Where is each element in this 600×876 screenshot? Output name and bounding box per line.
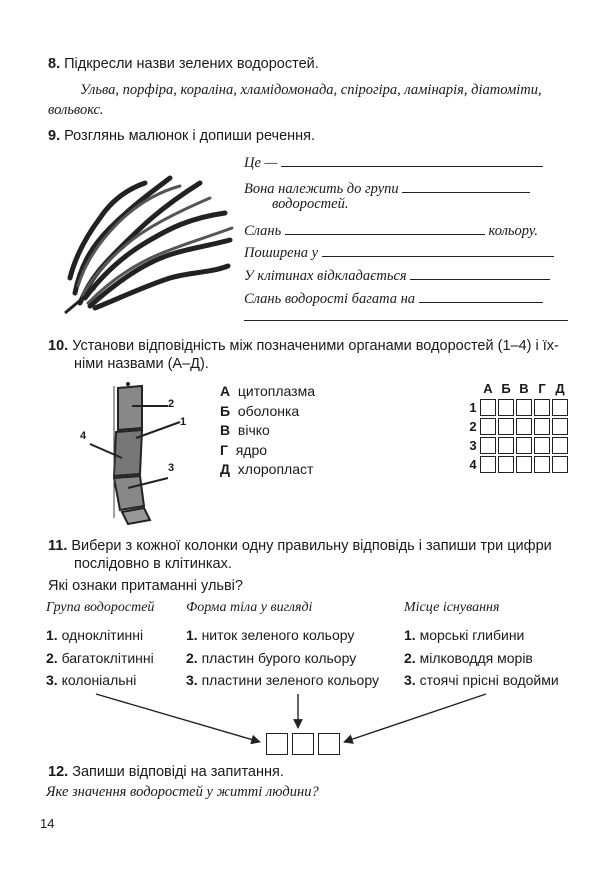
answer-box-1[interactable]: [266, 733, 288, 755]
q12-number: 12.: [48, 764, 69, 780]
option-letter: Г: [220, 441, 228, 458]
answer-box-3[interactable]: [318, 733, 340, 755]
option-letter: А: [220, 383, 231, 399]
q9-text: Розглянь малюнок і допиши речення.: [64, 128, 316, 144]
q11-question: Які ознаки притаманні ульві?: [48, 578, 243, 594]
q9-label-rich: Слань водорості багата на: [244, 291, 416, 307]
q8-text: Підкресли назви зелених водоростей.: [64, 56, 319, 72]
q11-col2-title: Форма тіла у вигляді: [186, 600, 313, 615]
grid-col-v: В: [519, 381, 529, 396]
q12-question: Яке значення водоростей у житті людини?: [46, 784, 319, 800]
grid-col-b: Б: [501, 381, 511, 396]
item-text: ниток зеленого кольору: [201, 627, 355, 643]
q9-number: 9.: [48, 128, 61, 144]
q11-text-line1: Вибери з кожної колонки одну правильну відповідь і запиши три цифри: [71, 538, 552, 554]
q9-label-group: Вона належить до групи: [244, 181, 399, 197]
q8-list-line2: вольвокс.: [48, 102, 104, 118]
q11-answer-boxes: [266, 733, 344, 760]
option-label: хлоропласт: [237, 461, 314, 478]
option-letter: Б: [220, 402, 231, 419]
item-number: 2.: [46, 649, 58, 666]
figure-label-2: 2: [168, 398, 175, 410]
q9-label-thallus: Слань: [244, 223, 282, 239]
item-number: 2.: [404, 649, 416, 666]
q9-label-stored: У клітинах відкладається: [244, 268, 407, 284]
option-label: цитоплазма: [237, 383, 315, 399]
figure-label-4: 4: [80, 430, 87, 442]
item-text: пластин бурого кольору: [201, 649, 357, 666]
q9-label-this: Це —: [244, 155, 278, 171]
item-text: колоніальні: [61, 672, 137, 688]
grid-col-g: Г: [538, 381, 546, 396]
item-number: 2.: [186, 649, 198, 666]
q9-label-algae: водоростей.: [272, 196, 349, 212]
q12-text: Запиши відповіді на запитання.: [72, 764, 284, 780]
item-text: стоячі прісні водойми: [419, 672, 559, 688]
grid-row-3: 3: [469, 438, 477, 453]
item-text: одноклітинні: [61, 627, 144, 643]
option-label: вічко: [237, 422, 270, 439]
item-number: 3.: [46, 672, 58, 688]
grid-row-1: 1: [469, 400, 477, 415]
q8-list-line1: Ульва, порфіра, кораліна, хламідомонада, спірогіра, ламінарія, діатоміти,: [80, 82, 542, 98]
option-label: оболонка: [237, 402, 300, 419]
grid-row-2: 2: [469, 419, 477, 434]
item-text: пластини зеленого кольору: [201, 672, 379, 688]
q11-col1-title: Група водоростей: [46, 600, 155, 615]
q11-number: 11.: [48, 538, 68, 554]
option-letter: В: [220, 422, 231, 439]
q10-text-line2: німи назвами (А–Д).: [74, 356, 209, 372]
item-number: 1.: [186, 627, 198, 643]
item-number: 1.: [46, 627, 58, 643]
figure-label-3: 3: [168, 462, 175, 474]
q9-label-spread: Поширена у: [244, 245, 319, 261]
q10-number: 10.: [48, 338, 69, 354]
item-text: багатоклітинні: [61, 649, 154, 666]
item-text: морські глибини: [419, 627, 525, 643]
q11-text-line2: послідовно в клітинках.: [74, 556, 232, 572]
arrow-left: [96, 694, 260, 742]
item-number: 3.: [404, 672, 416, 688]
grid-col-d: Д: [555, 381, 565, 396]
answer-box-2[interactable]: [292, 733, 314, 755]
q10-text-line1: Установи відповідність між позначеними органами водоростей (1–4) і їх-: [72, 338, 559, 354]
q8-number: 8.: [48, 56, 61, 72]
item-number: 1.: [404, 627, 416, 643]
figure-label-1: 1: [180, 416, 187, 428]
grid-row-4: 4: [469, 457, 477, 472]
option-label: ядро: [235, 441, 268, 458]
arrow-right: [344, 694, 486, 742]
q12-heading: [48, 764, 284, 780]
q9-label-color: кольору.: [488, 223, 538, 239]
item-number: 3.: [186, 672, 198, 688]
option-letter: Д: [220, 461, 230, 478]
grid-col-a: А: [483, 381, 493, 396]
item-text: мілководдя морів: [419, 649, 533, 666]
q11-col3-title: Місце існування: [404, 600, 500, 615]
page-number: 14: [40, 816, 55, 831]
